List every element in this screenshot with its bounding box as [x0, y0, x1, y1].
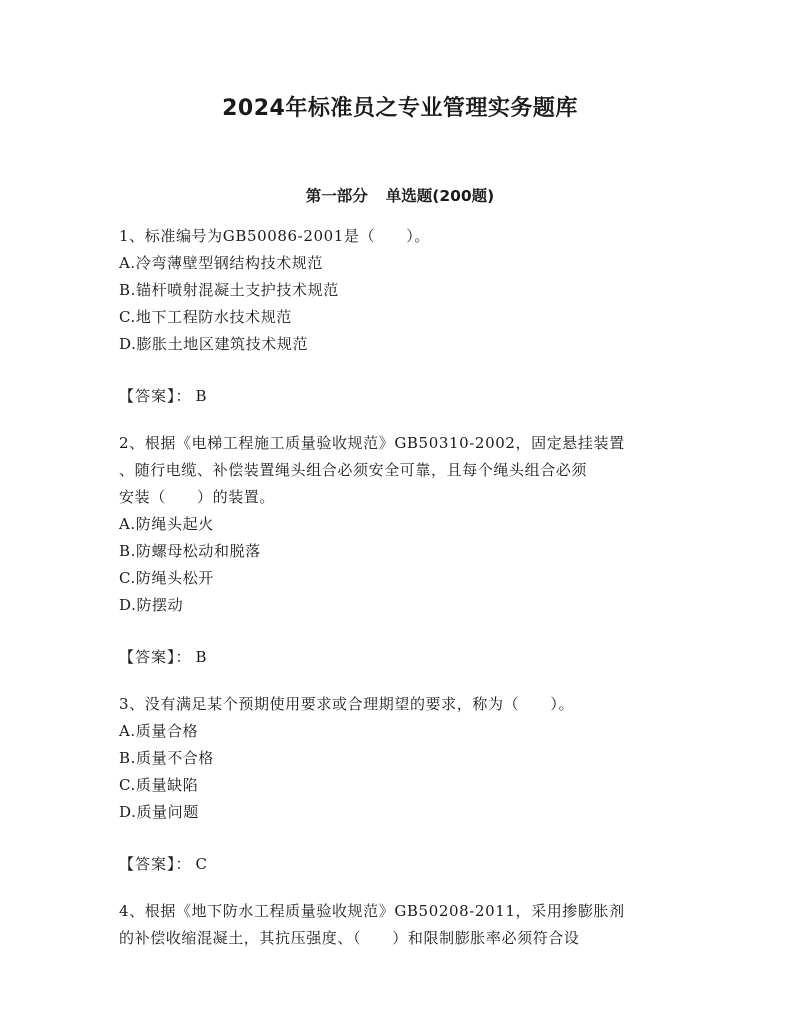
question-text-line-1: 4、根据《地下防水工程质量验收规范》GB50208-2011，采用掺膨胀剂 — [119, 902, 625, 920]
option-b: B.防螺母松动和脱落 — [119, 542, 261, 560]
question-text-line-2: 的补偿收缩混凝土，其抗压强度、（ ）和限制膨胀率必须符合设 — [119, 929, 580, 947]
option-d: D.膨胀土地区建筑技术规范 — [119, 335, 309, 353]
question-text: 1、标准编号为GB50086-2001是（ ）。 — [119, 227, 431, 245]
question-text-line-1: 2、根据《电梯工程施工质量验收规范》GB50310-2002，固定悬挂装置 — [119, 434, 625, 452]
option-a: A.质量合格 — [119, 722, 199, 740]
answer-label: 【答案】： — [119, 387, 192, 405]
section-type: 单选题(200题) — [385, 187, 495, 205]
question-list — [119, 223, 684, 952]
question-text-line-2: 、随行电缆、补偿装置绳头组合必须安全可靠，且每个绳头组合必须 — [119, 461, 588, 479]
section-heading — [0, 184, 800, 208]
question-3 — [119, 691, 684, 878]
question-text: 3、没有满足某个预期使用要求或合理期望的要求，称为（ ）。 — [119, 695, 575, 713]
answer-label: 【答案】： — [119, 855, 192, 873]
option-b: B.锚杆喷射混凝土支护技术规范 — [119, 281, 339, 299]
option-d: D.质量问题 — [119, 803, 199, 821]
option-d: D.防摆动 — [119, 596, 184, 614]
option-a: A.冷弯薄壁型钢结构技术规范 — [119, 254, 324, 272]
answer — [119, 644, 684, 671]
answer-label: 【答案】： — [119, 648, 192, 666]
option-c: C.质量缺陷 — [119, 776, 199, 794]
answer-value: C — [195, 855, 207, 873]
option-c: C.地下工程防水技术规范 — [119, 308, 292, 326]
answer — [119, 383, 684, 410]
section-part: 第一部分 — [305, 187, 368, 205]
question-4 — [119, 898, 684, 952]
question-text-line-3: 安装（ ）的装置。 — [119, 488, 276, 506]
document-title: 2024年标准员之专业管理实务题库 — [222, 96, 578, 121]
answer-value: B — [195, 648, 207, 666]
option-a: A.防绳头起火 — [119, 515, 214, 533]
answer — [119, 851, 684, 878]
question-1 — [119, 223, 684, 410]
answer-value: B — [195, 387, 207, 405]
option-b: B.质量不合格 — [119, 749, 214, 767]
option-c: C.防绳头松开 — [119, 569, 214, 587]
question-2 — [119, 430, 684, 671]
